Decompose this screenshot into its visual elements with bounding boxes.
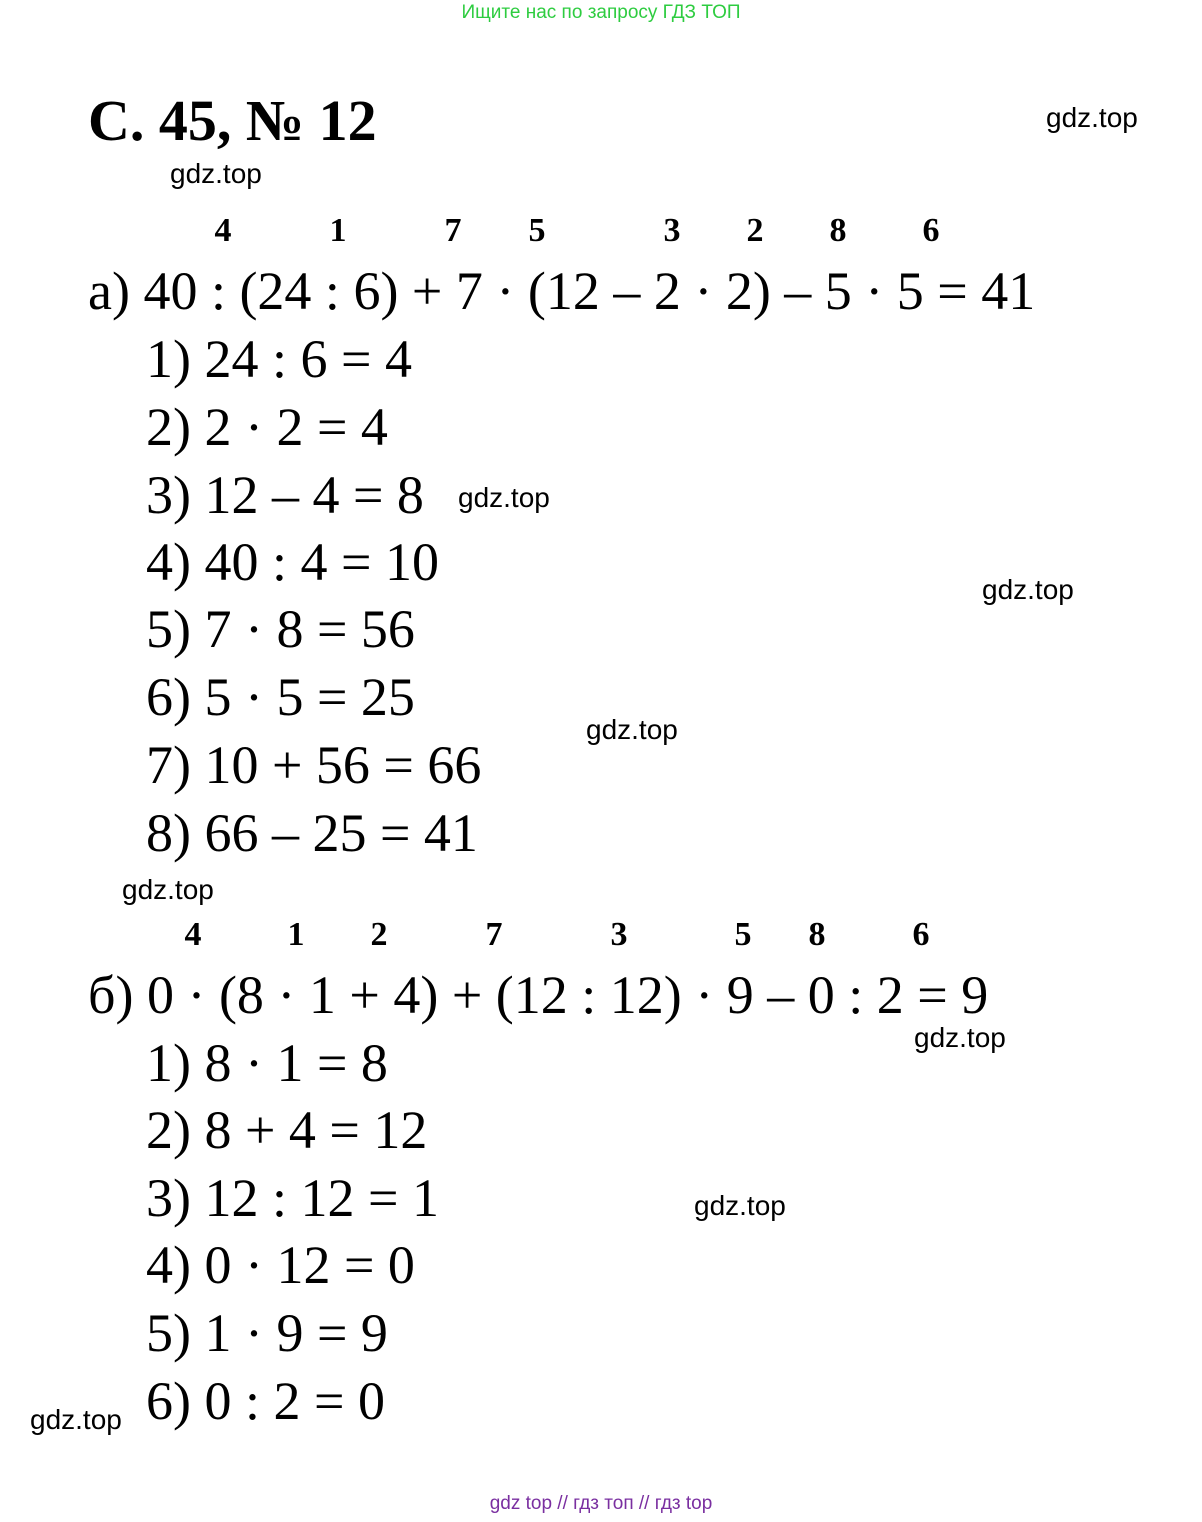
solution-step: 5) 7 · 8 = 56 — [146, 599, 415, 659]
solution-step: 1) 8 · 1 = 8 — [146, 1033, 388, 1093]
operation-order-number: 3 — [663, 212, 681, 249]
expression-b: б) 0 · (8 · 1 + 4) + (12 : 12) · 9 – 0 : 2 = 9 — [88, 965, 989, 1025]
operation-order-number: 1 — [287, 916, 305, 953]
operation-order-number: 5 — [734, 916, 752, 953]
operation-order-number: 7 — [485, 916, 503, 953]
watermark: gdz.top — [122, 874, 214, 905]
watermark: gdz.top — [694, 1190, 786, 1221]
solution-step: 4) 40 : 4 = 10 — [146, 532, 439, 592]
solution-step: 4) 0 · 12 = 0 — [146, 1235, 415, 1295]
solution-step: 3) 12 : 12 = 1 — [146, 1168, 439, 1228]
watermark: gdz.top — [914, 1022, 1006, 1053]
solution-step: 8) 66 – 25 = 41 — [146, 803, 478, 863]
watermark: gdz.top — [30, 1404, 122, 1435]
solution-step: 2) 2 · 2 = 4 — [146, 397, 388, 457]
page-title: С. 45, № 12 — [88, 88, 377, 153]
operation-order-number: 5 — [528, 212, 546, 249]
operation-order-number: 6 — [912, 916, 930, 953]
operation-order-number: 1 — [329, 212, 347, 249]
top-banner[interactable]: Ищите нас по запросу ГДЗ ТОП — [461, 2, 741, 23]
solution-step: 1) 24 : 6 = 4 — [146, 329, 412, 389]
watermark: gdz.top — [458, 482, 550, 513]
operation-order-number: 3 — [610, 916, 628, 953]
operation-order-number: 4 — [214, 212, 232, 249]
footer-links[interactable]: gdz top // гдз топ // гдз top — [489, 1493, 713, 1514]
solution-step: 5) 1 · 9 = 9 — [146, 1303, 388, 1363]
operation-order-number: 8 — [829, 212, 847, 249]
watermark: gdz.top — [586, 714, 678, 745]
watermark: gdz.top — [170, 158, 262, 189]
watermark: gdz.top — [982, 574, 1074, 605]
operation-order-number: 2 — [370, 916, 388, 953]
solution-step: 6) 0 : 2 = 0 — [146, 1371, 385, 1431]
solution-step: 2) 8 + 4 = 12 — [146, 1100, 428, 1160]
operation-order-number: 8 — [808, 916, 826, 953]
expression-a: а) 40 : (24 : 6) + 7 · (12 – 2 · 2) – 5 · 5 = 41 — [88, 261, 1036, 321]
solution-step: 7) 10 + 56 = 66 — [146, 735, 482, 795]
solution-step: 3) 12 – 4 = 8 — [146, 465, 424, 525]
operation-order-number: 2 — [746, 212, 764, 249]
solution-step: 6) 5 · 5 = 25 — [146, 667, 415, 727]
watermark: gdz.top — [1046, 102, 1138, 133]
operation-order-number: 6 — [922, 212, 940, 249]
operation-order-number: 7 — [444, 212, 462, 249]
operation-order-number: 4 — [184, 916, 202, 953]
